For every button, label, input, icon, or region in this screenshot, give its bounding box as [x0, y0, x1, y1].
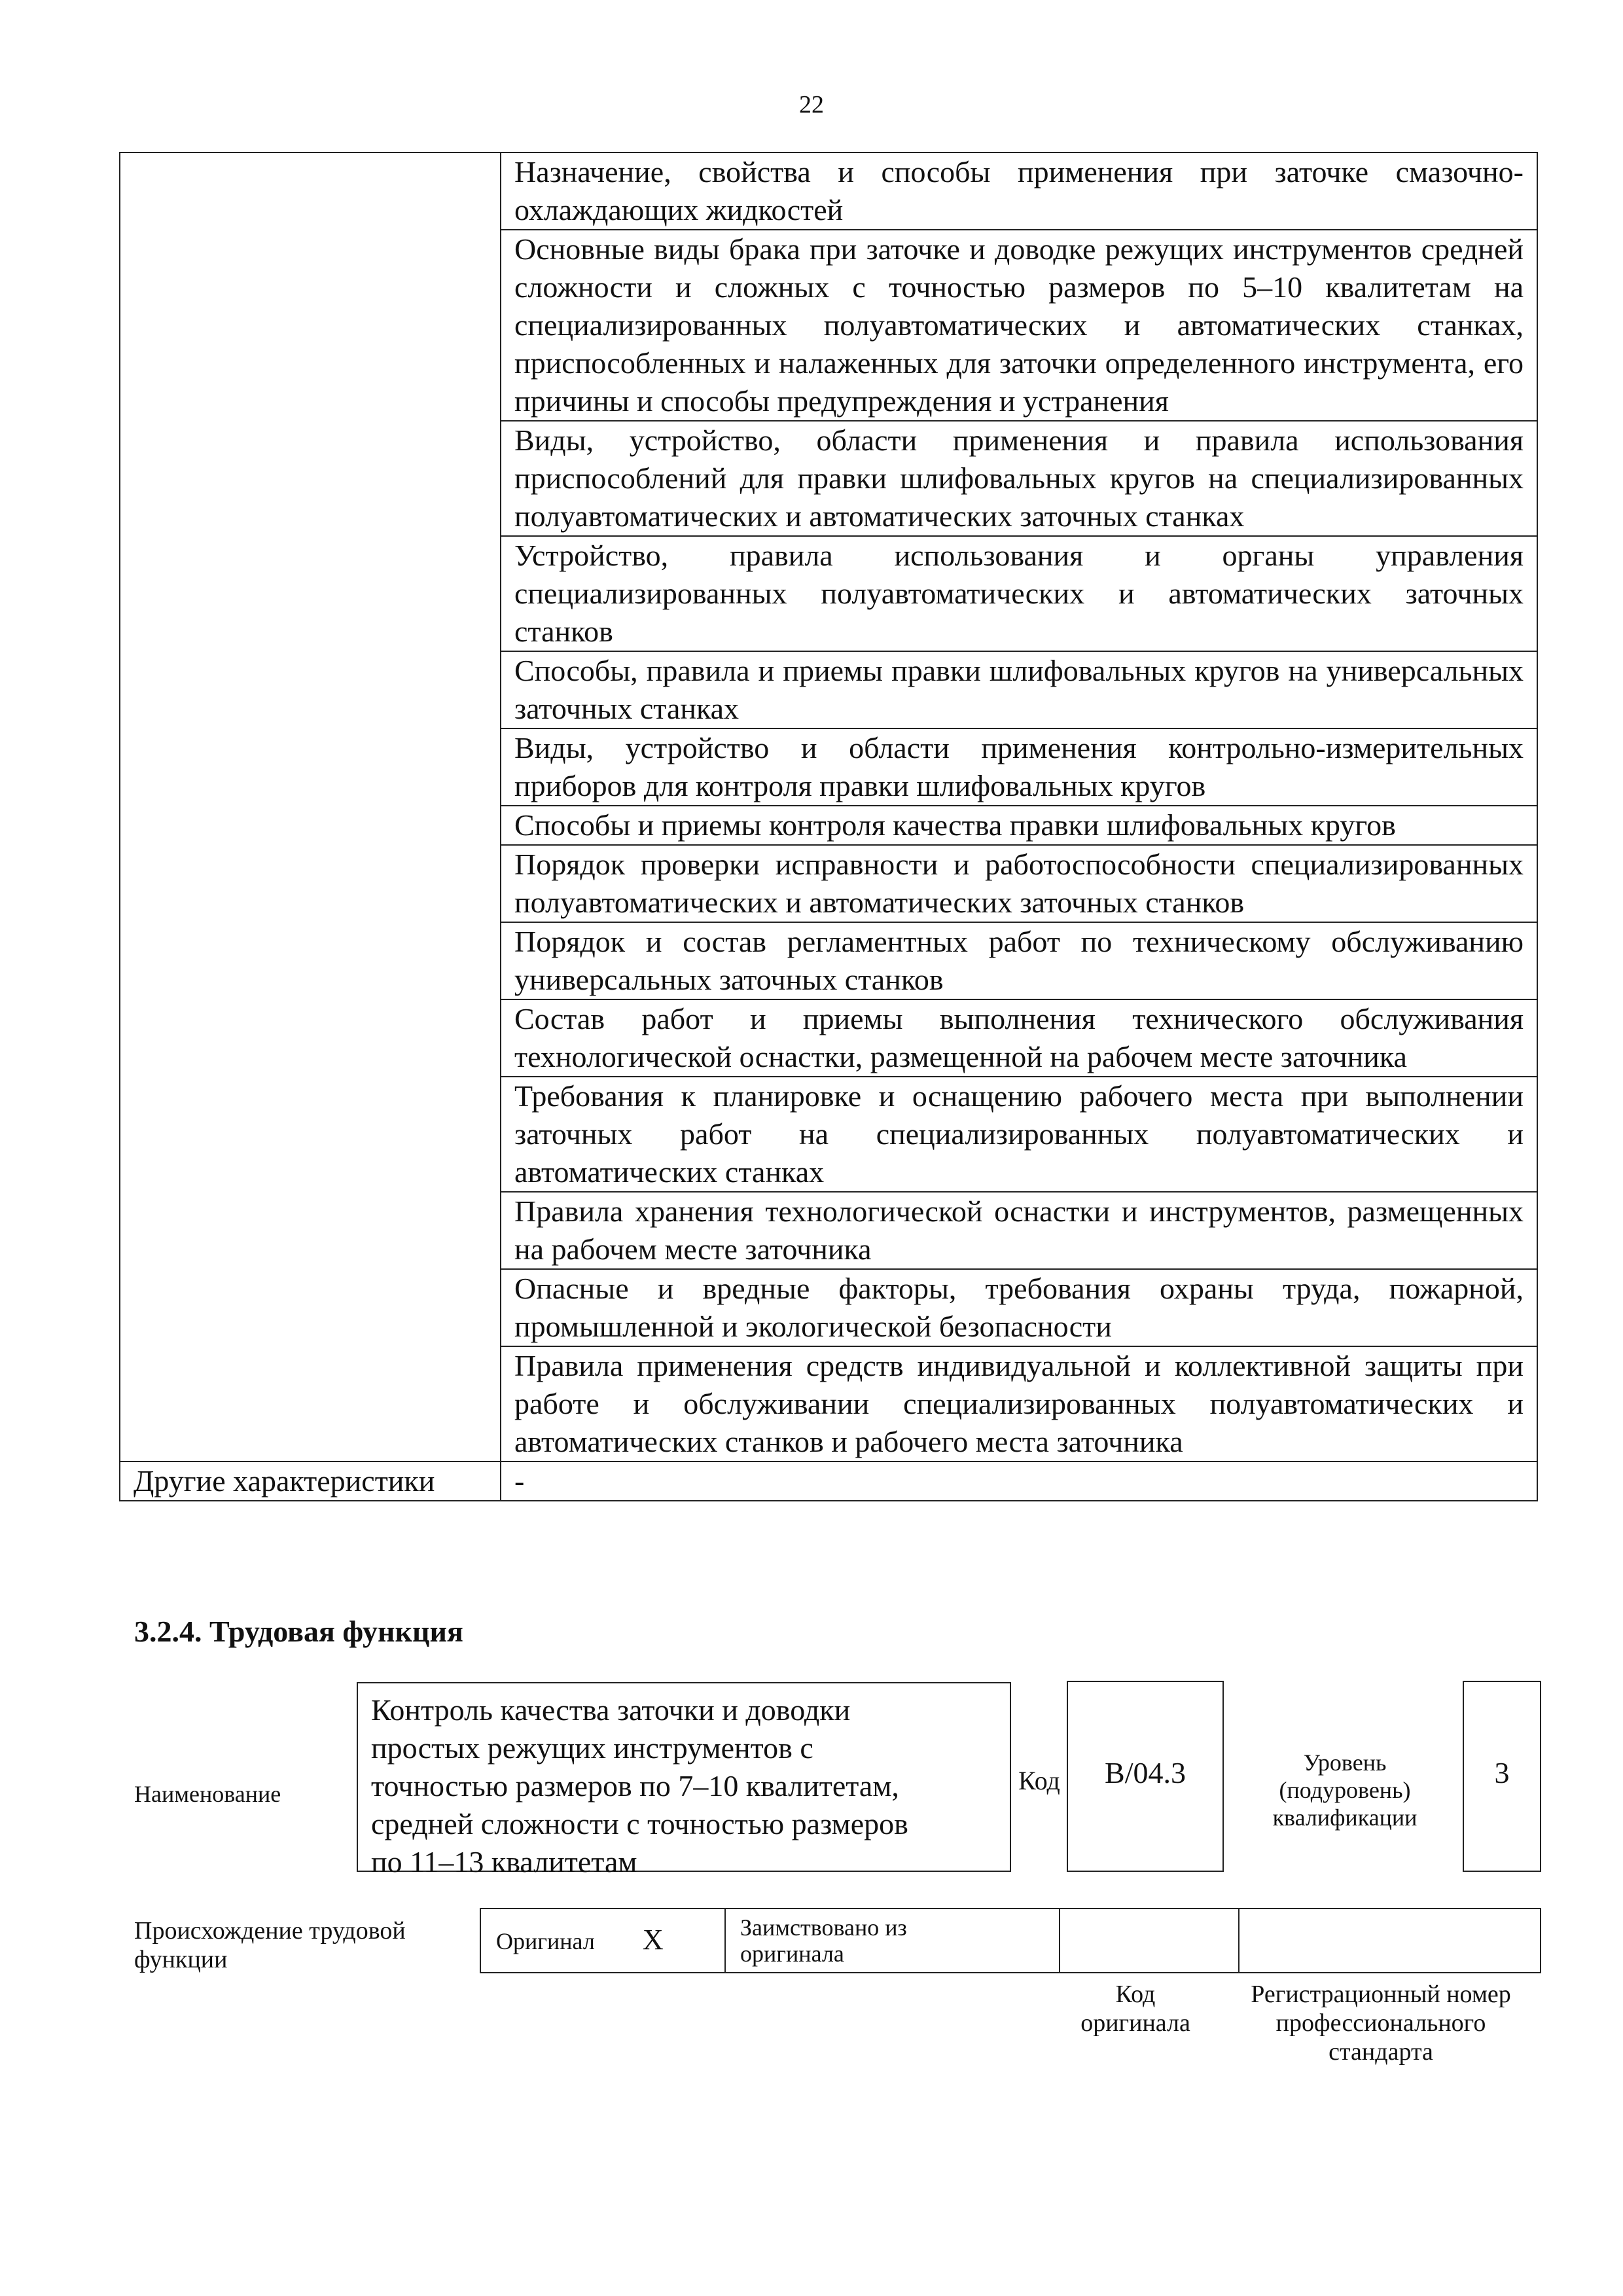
origin-label: [134, 1916, 406, 1974]
knowledge-item-text: Требования к планировке и оснащению рабочего места при выполнении заточных работ на специализированных полуавтоматических и автоматических станках: [514, 1079, 1524, 1189]
requirement-label-cell: [120, 152, 501, 1462]
knowledge-item-text: Состав работ и приемы выполнения технического обслуживания технологической оснастки, размещенной на рабочем месте заточника: [514, 1002, 1524, 1073]
function-title-line: точностью размеров по 7–10 квалитетам,: [371, 1769, 899, 1803]
knowledge-item-cell: [501, 1269, 1537, 1346]
knowledge-item-text: Устройство, правила использования и органы управления специализированных полуавтоматических и автоматических заточных станков: [514, 539, 1524, 648]
knowledge-item-text: Порядок и состав регламентных работ по техническому обслуживанию универсальных заточных станков: [514, 925, 1524, 996]
knowledge-item-text: Виды, устройство и области применения контрольно-измерительных приборов для контроля правки шлифовальных кругов: [514, 731, 1524, 802]
caption-line: оригинала: [1080, 2009, 1190, 2037]
knowledge-item-text: Основные виды брака при заточке и доводке режущих инструментов средней сложности и сложных с точностью размеров по 5–10 квалитетам на специализированных полуавтоматических и автоматических станках, приспособленных и налаженных для заточки определенного инструмента, его причины и способы предупреждения и устранения: [514, 232, 1524, 418]
other-characteristics-value: -: [514, 1464, 525, 1498]
level-label-line: (подуровень): [1279, 1777, 1411, 1803]
caption-line: профессионального: [1275, 2009, 1486, 2037]
knowledge-item-text: Способы и приемы контроля качества правки шлифовальных кругов: [514, 808, 1396, 842]
origin-label-line: Происхождение трудовой: [134, 1917, 406, 1945]
knowledge-item-cell: [501, 1192, 1537, 1269]
other-characteristics-label-cell: [120, 1462, 501, 1501]
page-number: 22: [799, 91, 824, 118]
registration-number-cell: [1239, 1909, 1541, 1973]
original-code-caption: [1047, 1980, 1224, 2037]
other-characteristics-label: Другие характеристики: [134, 1464, 435, 1498]
knowledge-item-cell: [501, 922, 1537, 999]
function-title-line: по 11–13 квалитетам: [371, 1845, 637, 1878]
level-label-line: Уровень: [1303, 1749, 1387, 1776]
knowledge-item-text: Назначение, свойства и способы применения при заточке смазочно-охлаждающих жидкостей: [514, 155, 1524, 226]
knowledge-item-text: Способы, правила и приемы правки шлифовальных кругов на универсальных заточных станках: [514, 654, 1524, 725]
code-value: B/04.3: [1067, 1681, 1224, 1872]
other-characteristics-value-cell: [501, 1462, 1537, 1501]
knowledge-item-cell: [501, 230, 1537, 421]
caption-line: Код: [1115, 1981, 1156, 2008]
knowledge-item-text: Правила применения средств индивидуальной и коллективной защиты при работе и обслуживании специализированных полуавтоматических и автоматических станков и рабочего места заточника: [514, 1349, 1524, 1458]
knowledge-item-cell: [501, 1346, 1537, 1462]
original-label: Оригинал: [496, 1928, 595, 1954]
knowledge-item-cell: [501, 536, 1537, 651]
level-value: 3: [1463, 1681, 1541, 1872]
table-row: [120, 152, 1537, 230]
knowledge-item-text: Виды, устройство, области применения и правила использования приспособлений для правки шлифовальных кругов на специализированных полуавтоматических и автоматических заточных станках: [514, 423, 1524, 533]
other-characteristics-row: [120, 1462, 1537, 1501]
origin-label-line: функции: [134, 1946, 228, 1973]
original-code-cell: [1060, 1909, 1239, 1973]
knowledge-item-cell: [501, 806, 1537, 845]
knowledge-item-cell: [501, 421, 1537, 536]
function-title-line: Контроль качества заточки и доводки: [371, 1693, 851, 1727]
origin-table: [480, 1908, 1541, 1973]
name-label: Наименование: [134, 1781, 281, 1807]
knowledge-item-text: Правила хранения технологической оснастки и инструментов, размещенных на рабочем месте заточника: [514, 1194, 1524, 1266]
knowledge-item-cell: [501, 999, 1537, 1077]
knowledge-item-cell: [501, 1077, 1537, 1192]
caption-line: стандарта: [1329, 2038, 1433, 2066]
knowledge-item-text: Порядок проверки исправности и работоспособности специализированных полуавтоматических и автоматических заточных станков: [514, 848, 1524, 919]
borrowed-label-line: оригинала: [740, 1941, 844, 1967]
knowledge-item-cell: [501, 152, 1537, 230]
section-heading: 3.2.4. Трудовая функция: [134, 1615, 463, 1648]
borrowed-cell: [725, 1909, 1060, 1973]
caption-line: Регистрационный номер: [1251, 1981, 1511, 2008]
code-label: Код: [1018, 1766, 1060, 1795]
knowledge-item-cell: [501, 728, 1537, 806]
knowledge-item-cell: [501, 651, 1537, 728]
original-mark: X: [642, 1924, 664, 1956]
function-title-box: [357, 1682, 1011, 1878]
level-label-line: квалификации: [1272, 1804, 1418, 1831]
knowledge-item-cell: [501, 845, 1537, 922]
borrowed-label-line: Заимствовано из: [740, 1914, 907, 1941]
level-label: [1243, 1749, 1446, 1831]
function-title-line: простых режущих инструментов с: [371, 1731, 813, 1765]
knowledge-table: [119, 152, 1538, 1501]
registration-number-caption: [1217, 1980, 1544, 2066]
knowledge-item-text: Опасные и вредные факторы, требования охраны труда, пожарной, промышленной и экологической безопасности: [514, 1272, 1524, 1343]
function-title-line: средней сложности с точностью размеров: [371, 1807, 908, 1840]
original-cell: [480, 1909, 725, 1973]
